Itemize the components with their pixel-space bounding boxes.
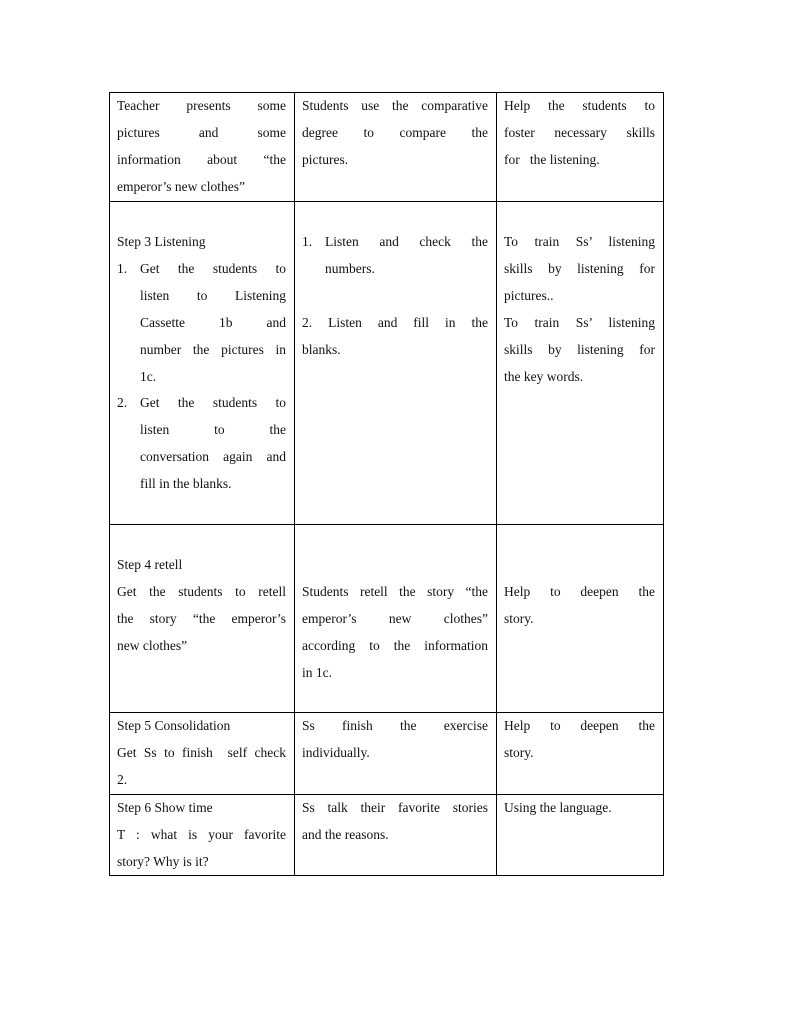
cell-line: Get Ss to finish self check bbox=[117, 744, 286, 760]
cell-line: emperor’s new clothes” bbox=[117, 178, 245, 194]
cell-line: numbers. bbox=[325, 260, 375, 276]
purpose-cell bbox=[497, 794, 664, 876]
teacher-activity-cell bbox=[110, 202, 295, 525]
cell-line: Get the students to bbox=[140, 395, 286, 411]
purpose-cell bbox=[497, 525, 664, 713]
cell-line: T : what is your favorite bbox=[117, 826, 286, 842]
cell-line: Listen and check the bbox=[325, 234, 488, 249]
lesson-plan-table bbox=[109, 92, 664, 876]
cell-line: Get the students to retell bbox=[117, 583, 286, 599]
teacher-activity-cell bbox=[110, 794, 295, 876]
item-number: 1. bbox=[302, 234, 313, 249]
table-row bbox=[110, 93, 664, 202]
student-activity-cell bbox=[295, 794, 497, 876]
table-row bbox=[110, 794, 664, 876]
cell-line: the story “the emperor’s bbox=[117, 610, 286, 626]
cell-line: Help to deepen the bbox=[504, 718, 655, 733]
cell-line: Help the students to bbox=[504, 98, 655, 113]
cell-line: story. bbox=[504, 610, 534, 626]
cell-line: conversation again and bbox=[140, 449, 286, 465]
cell-line: To train Ss’ listening bbox=[504, 314, 655, 330]
teacher-activity-cell bbox=[110, 93, 295, 202]
item-number: 2. bbox=[117, 395, 128, 411]
cell-line: Cassette 1b and bbox=[140, 314, 286, 330]
cell-line: To train Ss’ listening bbox=[504, 234, 655, 249]
step-title: Step 4 retell bbox=[117, 557, 183, 572]
cell-line: Help to deepen the bbox=[504, 584, 655, 599]
cell-line: pictures.. bbox=[504, 287, 554, 303]
cell-line: new clothes” bbox=[117, 637, 188, 653]
cell-line: listen to the bbox=[140, 422, 286, 438]
purpose-cell bbox=[497, 713, 664, 795]
cell-line: 1c. bbox=[140, 368, 157, 384]
cell-line: story? Why is it? bbox=[117, 853, 209, 869]
numbered-item bbox=[117, 390, 286, 498]
cell-line: Ss finish the exercise bbox=[302, 718, 488, 733]
cell-line: story. bbox=[504, 744, 534, 760]
cell-line: Students use the comparative bbox=[302, 98, 488, 113]
cell-line: Teacher presents some bbox=[117, 98, 286, 113]
cell-line: degree to compare the bbox=[302, 124, 488, 140]
cell-line: 2. bbox=[117, 771, 128, 787]
purpose-cell bbox=[497, 202, 664, 525]
cell-line: foster necessary skills bbox=[504, 124, 655, 140]
cell-line: information about “the bbox=[117, 151, 286, 167]
cell-line: individually. bbox=[302, 744, 370, 760]
student-activity-cell bbox=[295, 525, 497, 713]
step-title: Step 3 Listening bbox=[117, 234, 206, 249]
numbered-item bbox=[302, 229, 488, 283]
table-row bbox=[110, 202, 664, 525]
student-activity-cell bbox=[295, 713, 497, 795]
cell-line: 2. Listen and fill in the bbox=[302, 314, 488, 330]
cell-line: Students retell the story “the bbox=[302, 584, 488, 599]
table-row bbox=[110, 525, 664, 713]
purpose-cell bbox=[497, 93, 664, 202]
cell-line: Get the students to bbox=[140, 260, 286, 276]
cell-line: Using the language. bbox=[504, 799, 612, 815]
cell-line: according to the information bbox=[302, 637, 488, 653]
cell-line: pictures and some bbox=[117, 124, 286, 140]
step-title: Step 6 Show time bbox=[117, 799, 213, 815]
cell-line: in 1c. bbox=[302, 664, 332, 680]
cell-line: fill in the blanks. bbox=[140, 476, 232, 492]
cell-line: Ss talk their favorite stories bbox=[302, 799, 488, 815]
step-title: Step 5 Consolidation bbox=[117, 718, 231, 733]
teacher-activity-cell bbox=[110, 713, 295, 795]
cell-line: skills by listening for bbox=[504, 341, 655, 357]
cell-line: blanks. bbox=[302, 341, 341, 357]
numbered-item bbox=[117, 256, 286, 391]
cell-line: pictures. bbox=[302, 151, 349, 167]
student-activity-cell bbox=[295, 202, 497, 525]
student-activity-cell bbox=[295, 93, 497, 202]
table-row bbox=[110, 713, 664, 795]
cell-line: listen to Listening bbox=[140, 287, 286, 303]
cell-line: skills by listening for bbox=[504, 260, 655, 276]
teacher-activity-cell bbox=[110, 525, 295, 713]
cell-line: for the listening. bbox=[504, 151, 600, 167]
item-number: 1. bbox=[117, 260, 128, 276]
cell-line: number the pictures in bbox=[140, 341, 286, 357]
cell-line: the key words. bbox=[504, 368, 584, 384]
cell-line: emperor’s new clothes” bbox=[302, 610, 488, 626]
cell-line: and the reasons. bbox=[302, 826, 389, 842]
